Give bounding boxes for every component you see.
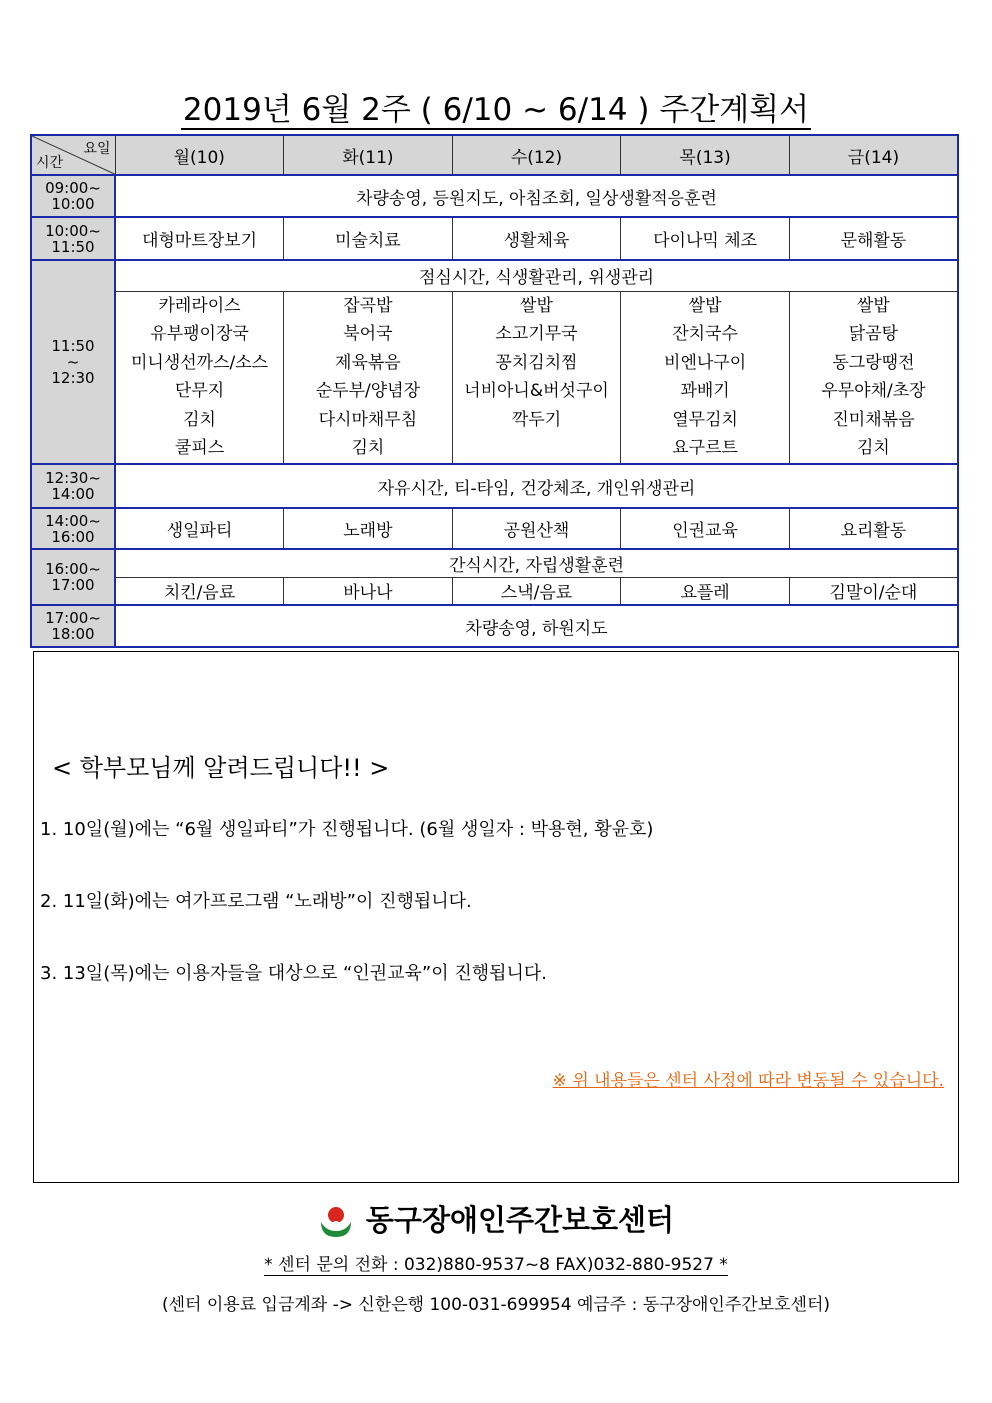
row-program-2 <box>31 508 958 549</box>
menu-item: 동그랑땡전 <box>832 352 915 373</box>
menu-item: 쿨피스 <box>174 438 225 459</box>
snack-fri: 김말이/순대 <box>789 577 958 605</box>
activity-mon: 생일파티 <box>115 508 284 549</box>
menu-item: 제육볶음 <box>335 352 401 373</box>
menu-item: 진미채볶음 <box>832 409 915 430</box>
menu-item: 비엔나구이 <box>664 352 747 373</box>
notice-item-1: 1. 10일(월)에는 “6월 생일파티”가 진행됩니다. (6월 생일자 : 박용현, 황윤호) <box>40 819 654 840</box>
time-cell <box>31 508 115 549</box>
menu-item: 닭곰탕 <box>848 324 899 345</box>
notice-disclaimer: ※ 위 내용들은 센터 사정에 따라 변동될 수 있습니다. <box>552 1071 944 1091</box>
weekly-schedule-table <box>30 134 959 648</box>
menu-item: 깍두기 <box>511 409 562 430</box>
notice-box <box>33 651 959 1183</box>
row-free-time <box>31 464 958 508</box>
footer-organization <box>0 1198 992 1240</box>
time-start: 09:00~ <box>45 179 101 197</box>
menu-item: 잔치국수 <box>672 324 738 345</box>
menu-item: 잡곡밥 <box>343 295 393 316</box>
activity-wed: 공원산책 <box>452 508 621 549</box>
menu-item: 김치 <box>351 438 385 459</box>
row-lunch-menu <box>31 291 958 464</box>
time-end: 16:00 <box>51 527 95 546</box>
time-start: 14:00~ <box>45 511 101 530</box>
menu-item: 미니생선까스/소스 <box>130 352 269 373</box>
activity-tue: 노래방 <box>284 508 453 549</box>
menu-item: 요구르트 <box>672 438 738 459</box>
time-end: 14:00 <box>51 485 95 504</box>
footer-bank-info: (센터 이용료 입금계좌 -> 신한은행 100-031-699954 예금주 : 동구장애인주간보호센터) <box>161 1295 831 1315</box>
time-end: 10:00 <box>51 195 95 213</box>
notice-item-3: 3. 13일(목)에는 이용자들을 대상으로 “인권교육”이 진행됩니다. <box>40 963 548 984</box>
row-departure <box>31 605 958 647</box>
lunch-span: 점심시간, 식생활관리, 위생관리 <box>115 260 958 291</box>
time-cell <box>31 464 115 508</box>
time-start: 10:00~ <box>45 221 101 240</box>
snack-span: 간식시간, 자립생활훈련 <box>115 549 958 577</box>
time-cell <box>31 549 115 605</box>
time-cell <box>31 175 115 217</box>
time-end: 12:30 <box>51 369 95 388</box>
time-end: 11:50 <box>51 237 95 256</box>
footer-contact <box>0 1250 992 1275</box>
activity-mon: 대형마트장보기 <box>115 217 284 260</box>
row-snack-menu <box>31 577 958 605</box>
row-morning <box>31 175 958 217</box>
activity-wed: 생활체육 <box>452 217 621 260</box>
row-snack-title <box>31 549 958 577</box>
day-header-mon: 월(10) <box>115 135 284 175</box>
time-cell <box>31 605 115 647</box>
activity-thu: 인권교육 <box>621 508 790 549</box>
menu-thu <box>621 291 790 464</box>
time-end: 17:00 <box>51 576 95 595</box>
menu-tue <box>284 291 453 464</box>
menu-item: 단무지 <box>174 381 225 402</box>
menu-item: 유부팽이장국 <box>150 324 249 345</box>
time-sep: ~ <box>66 353 80 372</box>
day-header-wed: 수(12) <box>452 135 621 175</box>
day-header-tue: 화(11) <box>284 135 453 175</box>
activity-tue: 미술치료 <box>284 217 453 260</box>
time-start: 17:00~ <box>45 609 101 628</box>
menu-item: 꽈배기 <box>680 381 730 402</box>
menu-item: 순두부/양념장 <box>315 381 421 402</box>
snack-tue: 바나나 <box>284 577 453 605</box>
menu-item: 김치 <box>183 409 216 430</box>
day-header-fri: 금(14) <box>789 135 958 175</box>
time-start: 12:30~ <box>45 469 101 488</box>
corner-cell <box>31 135 115 175</box>
activity-fri: 요리활동 <box>789 508 958 549</box>
time-end: 18:00 <box>51 625 95 644</box>
menu-item: 다시마채무침 <box>318 409 418 430</box>
menu-wed <box>452 291 621 464</box>
menu-fri <box>789 291 958 464</box>
row-program-1 <box>31 217 958 260</box>
menu-item: 북어국 <box>343 324 393 345</box>
menu-item: 소고기무국 <box>495 324 578 345</box>
menu-item: 카레라이스 <box>158 295 241 316</box>
header-row <box>31 135 958 175</box>
day-header-thu: 목(13) <box>621 135 790 175</box>
contact-text: * 센터 문의 전화 : 032)880-9537~8 FAX)032-880-9527 * <box>264 1255 728 1275</box>
snack-mon: 치킨/음료 <box>115 577 284 605</box>
menu-item: 쌀밥 <box>688 295 722 316</box>
snack-thu: 요플레 <box>621 577 790 605</box>
time-cell <box>31 260 115 464</box>
menu-item: 쌀밥 <box>857 295 890 316</box>
time-start: 16:00~ <box>45 560 101 579</box>
activity-thu: 다이나믹 체조 <box>621 217 790 260</box>
menu-item: 열무김치 <box>672 409 738 430</box>
menu-item: 우무야채/초장 <box>821 381 926 402</box>
notice-item-2: 2. 11일(화)에는 여가프로그램 “노래방”이 진행됩니다. <box>40 891 472 912</box>
time-start: 11:50 <box>51 337 95 356</box>
time-cell <box>31 217 115 260</box>
org-name: 동구장애인주간보호센터 <box>365 1203 675 1237</box>
logo-icon <box>318 1204 354 1240</box>
activity-span: 차량송영, 등원지도, 아침조회, 일상생활적응훈련 <box>115 175 958 217</box>
menu-item: 꽁치김치찜 <box>495 352 578 373</box>
time-label: 시간 <box>36 155 64 171</box>
menu-item: 쌀밥 <box>520 295 553 316</box>
row-lunch-title <box>31 260 958 291</box>
activity-fri: 문해활동 <box>789 217 958 260</box>
notice-heading: < 학부모님께 알려드립니다!! > <box>52 754 390 782</box>
activity-span: 자유시간, 티-타임, 건강체조, 개인위생관리 <box>115 464 958 508</box>
activity-span: 차량송영, 하원지도 <box>115 605 958 647</box>
menu-item: 너비아니&버섯구이 <box>464 381 609 402</box>
page-title: 2019년 6월 2주 ( 6/10 ~ 6/14 ) 주간계획서 <box>182 92 810 128</box>
day-label: 요일 <box>83 141 111 157</box>
menu-item: 김치 <box>857 438 890 459</box>
snack-wed: 스낵/음료 <box>452 577 621 605</box>
menu-mon <box>115 291 284 464</box>
